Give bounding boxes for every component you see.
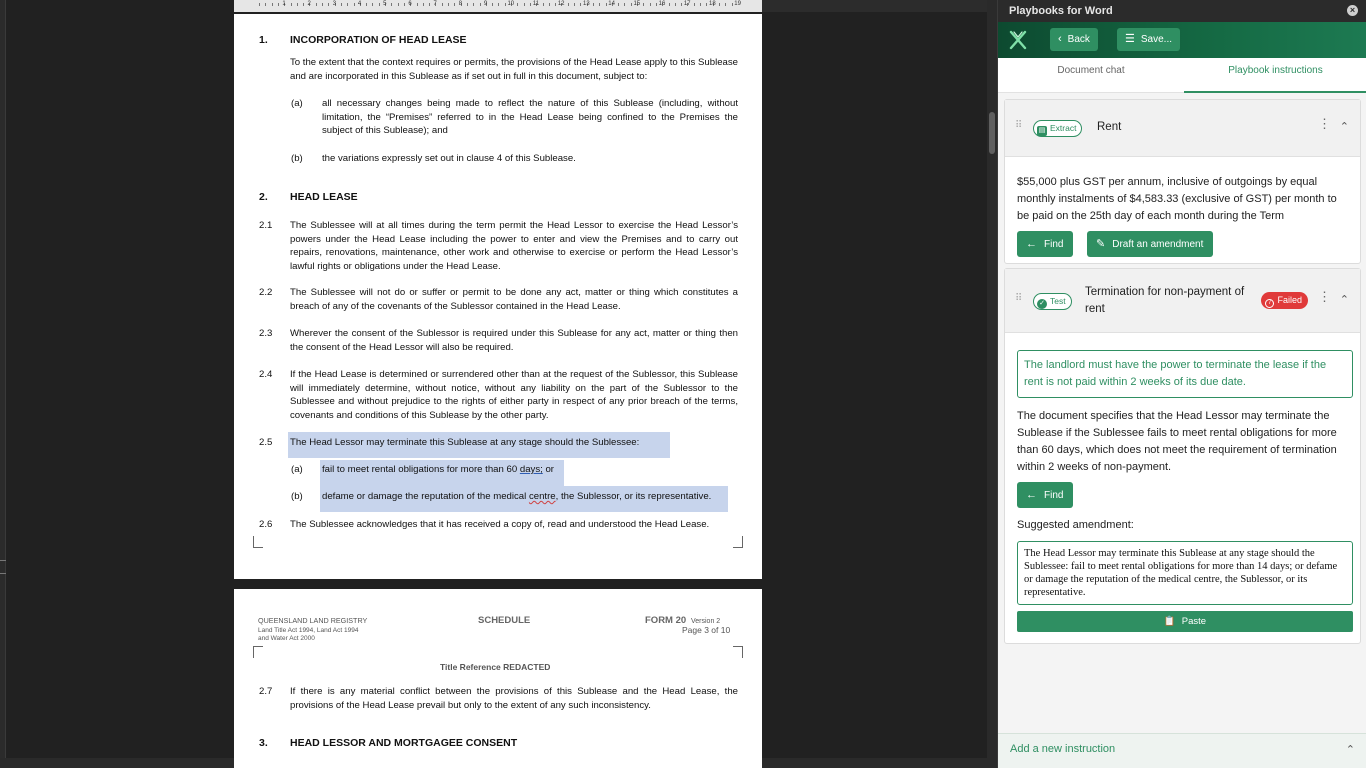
brand-logo-icon [1008, 29, 1028, 51]
ruler-tick [675, 3, 676, 6]
drag-handle-icon[interactable]: ⠿ [1015, 120, 1022, 131]
left-strip-mark [0, 560, 6, 574]
ruler-tick [574, 3, 575, 6]
ruler-tick [322, 3, 323, 6]
test-label: Test [1050, 296, 1066, 306]
clause-2-7-text: If there is any material conflict between the provisions of this Sublease and the Head Lease, the provisions of the Head Lease prevail but only to the extent of any such inconsistency. [290, 686, 738, 711]
ruler-number: 19 [734, 1, 741, 7]
ruler-tick [719, 3, 720, 6]
close-icon[interactable]: × [1347, 5, 1358, 16]
arrow-left-icon: ← [1026, 238, 1037, 250]
draft-amendment-button[interactable] [1087, 231, 1213, 257]
clause-2-2-number: 2.2 [259, 287, 273, 298]
ruler-tick [725, 3, 726, 6]
paste-label: Paste [1181, 616, 1207, 627]
page-corner-bottom-right [733, 536, 743, 548]
rent-extract-text: $55,000 plus GST per annum, inclusive of outgoings by equal monthly instalments of $4,583.33 (exclusive of GST) per month to be paid on the 25th day of each month during the Term [1017, 176, 1337, 222]
ruler-number: 18 [709, 1, 716, 7]
ruler-number: 14 [608, 1, 615, 7]
left-strip [0, 0, 6, 768]
clause-1a-letter: (a) [291, 98, 303, 109]
ruler-tick [467, 3, 468, 6]
clause-1b-text: the variations expressly set out in clause 4 of this Sublease. [322, 153, 576, 164]
ruler-tick [379, 3, 380, 6]
pane-title: Playbooks for Word [1009, 5, 1113, 17]
clause-2-6-number: 2.6 [259, 519, 273, 530]
card-termination-title: Termination for non-payment of rent [1085, 286, 1245, 315]
ruler-tick [480, 3, 481, 6]
add-instruction-label: Add a new instruction [1010, 743, 1116, 755]
clause-2-5a-text [322, 463, 738, 477]
chevron-left-icon: ‹ [1058, 33, 1062, 45]
document-page-2[interactable] [234, 589, 762, 768]
pane-header [998, 22, 1366, 58]
instruction-card-termination [1004, 268, 1361, 644]
ruler-number: 7 [433, 1, 437, 7]
arrow-left-icon: ← [1026, 489, 1037, 501]
ruler-number: 6 [408, 1, 412, 7]
instructions-list[interactable] [998, 93, 1366, 733]
clause-2-5b-letter: (b) [291, 491, 303, 502]
ruler-tick [568, 3, 569, 6]
ruler-tick [473, 3, 474, 6]
save-button[interactable] [1117, 28, 1180, 51]
clause-2-5a-days: days; [519, 464, 543, 475]
ruler-tick [259, 3, 260, 6]
clause-2-7-number: 2.7 [259, 686, 273, 697]
title-reference: Title Reference REDACTED [440, 662, 551, 672]
clause-2-2-text: The Sublessee will not do or suffer or permit to be done any act, matter or thing which constitutes a breach of any of the covenants of the Sublessor contained in the Head Lease. [290, 287, 738, 312]
clause-2-5a-post: or [542, 464, 554, 475]
ruler-tick [593, 3, 594, 6]
form-label: FORM 20 [645, 615, 687, 626]
clause-2-5b-post: , the Sublessor, or its representative. [555, 491, 712, 502]
pane-tabs [998, 58, 1366, 93]
ruler-tick [694, 3, 695, 6]
document-page-1[interactable] [234, 14, 762, 579]
ruler-number: 17 [683, 1, 691, 7]
ruler-tick [517, 3, 518, 6]
acts-line-2: and Water Act 2000 [258, 635, 315, 642]
find-label: Find [1044, 490, 1064, 501]
page-number: Page 3 of 10 [682, 625, 731, 635]
document-scrollbar[interactable] [987, 0, 997, 768]
draft-label: Draft an amendment [1112, 239, 1204, 250]
ruler-tick [624, 3, 625, 6]
clause-2-5a-letter: (a) [291, 464, 303, 475]
ruler-number: 11 [532, 1, 540, 7]
requirement-box: The landlord must have the power to terminate the lease if the rent is not paid within 2 weeks of its due date. [1017, 350, 1353, 398]
clause-2-5b-centre: centre [528, 491, 556, 502]
ruler-tick [498, 3, 499, 6]
clause-3-number: 3. [259, 737, 268, 749]
clipboard-icon: 📋 [1163, 616, 1176, 627]
ruler-tick [492, 3, 493, 6]
drag-handle-icon[interactable]: ⠿ [1015, 293, 1022, 304]
ruler-number: 16 [658, 1, 666, 7]
ruler-tick [423, 3, 424, 6]
back-button[interactable] [1050, 28, 1098, 51]
ruler-tick [618, 3, 619, 6]
ruler-number: 8 [458, 1, 463, 7]
clause-2-4-text: If the Head Lease is determined or surrendered other than at the request of the Sublessor, this Sublease will immediately determine, without notice, without any liability on the part of the Sublessor to the Sublessee and without prejudice to the rights of either party in respect of any prior breach of the terms, covenants and conditions of this Sublease by the other party. [290, 369, 738, 421]
clause-2-5a-pre: fail to meet rental obligations for more than 60 [322, 464, 520, 475]
card-rent-title: Rent [1097, 121, 1122, 133]
clause-1a-text: all necessary changes being made to reflect the nature of this Sublease (including, without limitation, the “Premises” referred to in the Head Lease being confined to the Premises the subject of this Sublease); and [322, 98, 738, 136]
clause-2-3-text: Wherever the consent of the Sublessor is required under this Sublease for any act, matter or thing then the consent of the Head Lessor will also be required. [290, 328, 738, 353]
ruler-tick [669, 3, 670, 6]
ruler-tick [391, 3, 392, 6]
pane-title-bar [998, 0, 1366, 22]
clause-2-number: 2. [259, 191, 268, 203]
back-label: Back [1067, 34, 1090, 45]
instruction-card-rent [1004, 99, 1361, 264]
ruler-tick [732, 3, 733, 6]
ruler-tick [448, 3, 449, 6]
ruler-tick [643, 3, 644, 6]
chevron-up-icon[interactable]: ⌃ [1345, 744, 1355, 756]
ruler-tick [505, 3, 506, 6]
chevron-up-icon[interactable]: ⌃ [1339, 294, 1349, 306]
find-button[interactable] [1017, 482, 1073, 508]
extract-chip [1033, 120, 1082, 137]
ruler-tick [328, 3, 329, 6]
ruler-tick [272, 3, 273, 6]
clause-1-number: 1. [259, 34, 268, 46]
extract-icon: ▤ [1038, 127, 1046, 134]
ruler-tick [366, 3, 367, 6]
clause-1b-letter: (b) [291, 153, 303, 164]
ruler-tick [291, 3, 292, 6]
ruler-tick [372, 3, 373, 6]
horizontal-ruler[interactable] [234, 0, 762, 12]
document-scrollbar-thumb[interactable] [989, 112, 995, 154]
suggested-amendment-text[interactable]: The Head Lessor may terminate this Sublease at any stage should the Sublessee: fail to meet rental obligations for more than 14 days; or defame or damage the reputation of the medical centre, the Sublessor, or its representative. [1017, 541, 1353, 605]
ruler-tick [354, 3, 355, 6]
schedule-label: SCHEDULE [478, 615, 531, 626]
ruler-tick [524, 3, 525, 6]
ruler-number: 3 [332, 1, 337, 7]
ruler-tick [347, 3, 348, 6]
pencil-icon: ✎ [1096, 238, 1106, 250]
page-corner-top-left [253, 646, 263, 658]
acts-line-1: Land Title Act 1994, Land Act 1994 [258, 627, 359, 634]
failed-label: Failed [1277, 295, 1302, 305]
page-corner-top-right [733, 646, 743, 658]
clause-2-1-text: The Sublessee will at all times during the term permit the Head Lessor to exercise the Head Lessor’s powers under the Head Lease including the power to enter and view the Premises and to carry out repairs, renovations, maintenance, other work and otherwise to exercise or perform the Head Lessor’s lawful rights or obligations under the Head Lease. [290, 220, 738, 272]
ruler-number: 4 [357, 1, 362, 7]
ruler-tick [599, 3, 600, 6]
extract-label: Extract [1050, 123, 1077, 133]
ruler-tick [681, 3, 682, 6]
ruler-tick [341, 3, 342, 6]
playbooks-pane [997, 0, 1366, 768]
ruler-tick [404, 3, 405, 6]
ruler-right-margin [762, 0, 988, 12]
card-rent-header[interactable] [1005, 100, 1360, 157]
clause-2-4-number: 2.4 [259, 369, 273, 380]
ruler-tick [555, 3, 556, 6]
clause-3-title: HEAD LESSOR AND MORTGAGEE CONSENT [290, 737, 518, 749]
form-version: Version 2 [691, 618, 721, 625]
ruler-tick [700, 3, 701, 6]
ruler-number: 12 [557, 1, 565, 7]
ruler-tick [606, 3, 607, 6]
clause-1-title: INCORPORATION OF HEAD LEASE [290, 34, 467, 46]
test-icon: ✓ [1037, 299, 1047, 309]
failed-icon: / [1265, 299, 1274, 308]
ruler-tick [580, 3, 581, 6]
more-options-icon[interactable]: ⋮ [1318, 116, 1331, 131]
ruler-tick [278, 3, 279, 6]
save-label: Save... [1140, 34, 1173, 45]
ruler-tick [417, 3, 418, 6]
tab-playbook-instructions[interactable]: Playbook instructions [1184, 58, 1366, 93]
ruler-tick [398, 3, 399, 6]
ruler-number: 2 [307, 1, 311, 7]
status-badge-failed [1261, 292, 1308, 309]
ruler-tick [530, 3, 531, 6]
ruler-tick [549, 3, 550, 6]
ruler-tick [316, 3, 317, 6]
page-corner-bottom-left [253, 536, 263, 548]
clause-2-5-number: 2.5 [259, 437, 273, 448]
ruler-tick [706, 3, 707, 6]
paste-button[interactable] [1017, 611, 1353, 632]
ruler-tick [631, 3, 632, 6]
menu-icon: ☰ [1125, 33, 1135, 45]
clause-2-6-text: The Sublessee acknowledges that it has received a copy of, read and understood the Head Lease. [290, 519, 710, 530]
clause-2-5b-text [322, 490, 738, 504]
clause-2-title: HEAD LEASE [290, 191, 358, 203]
analysis-text: The document specifies that the Head Lessor may terminate the Sublease if the Sublessee fails to meet rental obligations for more than 60 days, which does not meet the requirement of termination within 2 weeks of non-payment. [1017, 410, 1337, 473]
suggested-amendment-label: Suggested amendment: [1017, 519, 1134, 531]
clause-1-text: To the extent that the context requires or permits, the provisions of the Head Lease apply to this Sublease and are incorporated in this Sublease as if set out in full in this document, subject to: [290, 57, 738, 82]
ruler-number: 1 [282, 1, 286, 7]
ruler-number: 13 [583, 1, 590, 7]
clause-2-5-text: The Head Lessor may terminate this Sublease at any stage should the Sublessee: [290, 437, 640, 448]
ruler-tick [454, 3, 455, 6]
clause-2-5b-pre: defame or damage the reputation of the medical [322, 491, 529, 502]
ruler-tick [650, 3, 651, 6]
clause-2-1-number: 2.1 [259, 220, 273, 231]
ruler-tick [543, 3, 544, 6]
registry-label: QUEENSLAND LAND REGISTRY [258, 616, 368, 625]
ruler-tick [656, 3, 657, 6]
ruler-tick [429, 3, 430, 6]
tab-document-chat[interactable]: Document chat [1057, 65, 1125, 76]
card-rent-body [1005, 157, 1360, 225]
ruler-tick [442, 3, 443, 6]
ruler-number: 5 [383, 1, 387, 7]
card-termination-header[interactable] [1005, 269, 1360, 333]
more-options-icon[interactable]: ⋮ [1318, 289, 1331, 304]
test-chip [1033, 293, 1072, 310]
add-instruction-bar[interactable] [998, 733, 1366, 768]
ruler-tick [303, 3, 304, 6]
chevron-up-icon[interactable]: ⌃ [1339, 121, 1349, 133]
ruler-tick [297, 3, 298, 6]
ruler-tick [265, 3, 266, 6]
clause-2-3-number: 2.3 [259, 328, 273, 339]
find-label: Find [1044, 239, 1064, 250]
ruler-number: 9 [483, 1, 488, 7]
ruler-number: 15 [633, 1, 641, 7]
ruler-number: 10 [507, 1, 515, 7]
find-button[interactable] [1017, 231, 1073, 257]
